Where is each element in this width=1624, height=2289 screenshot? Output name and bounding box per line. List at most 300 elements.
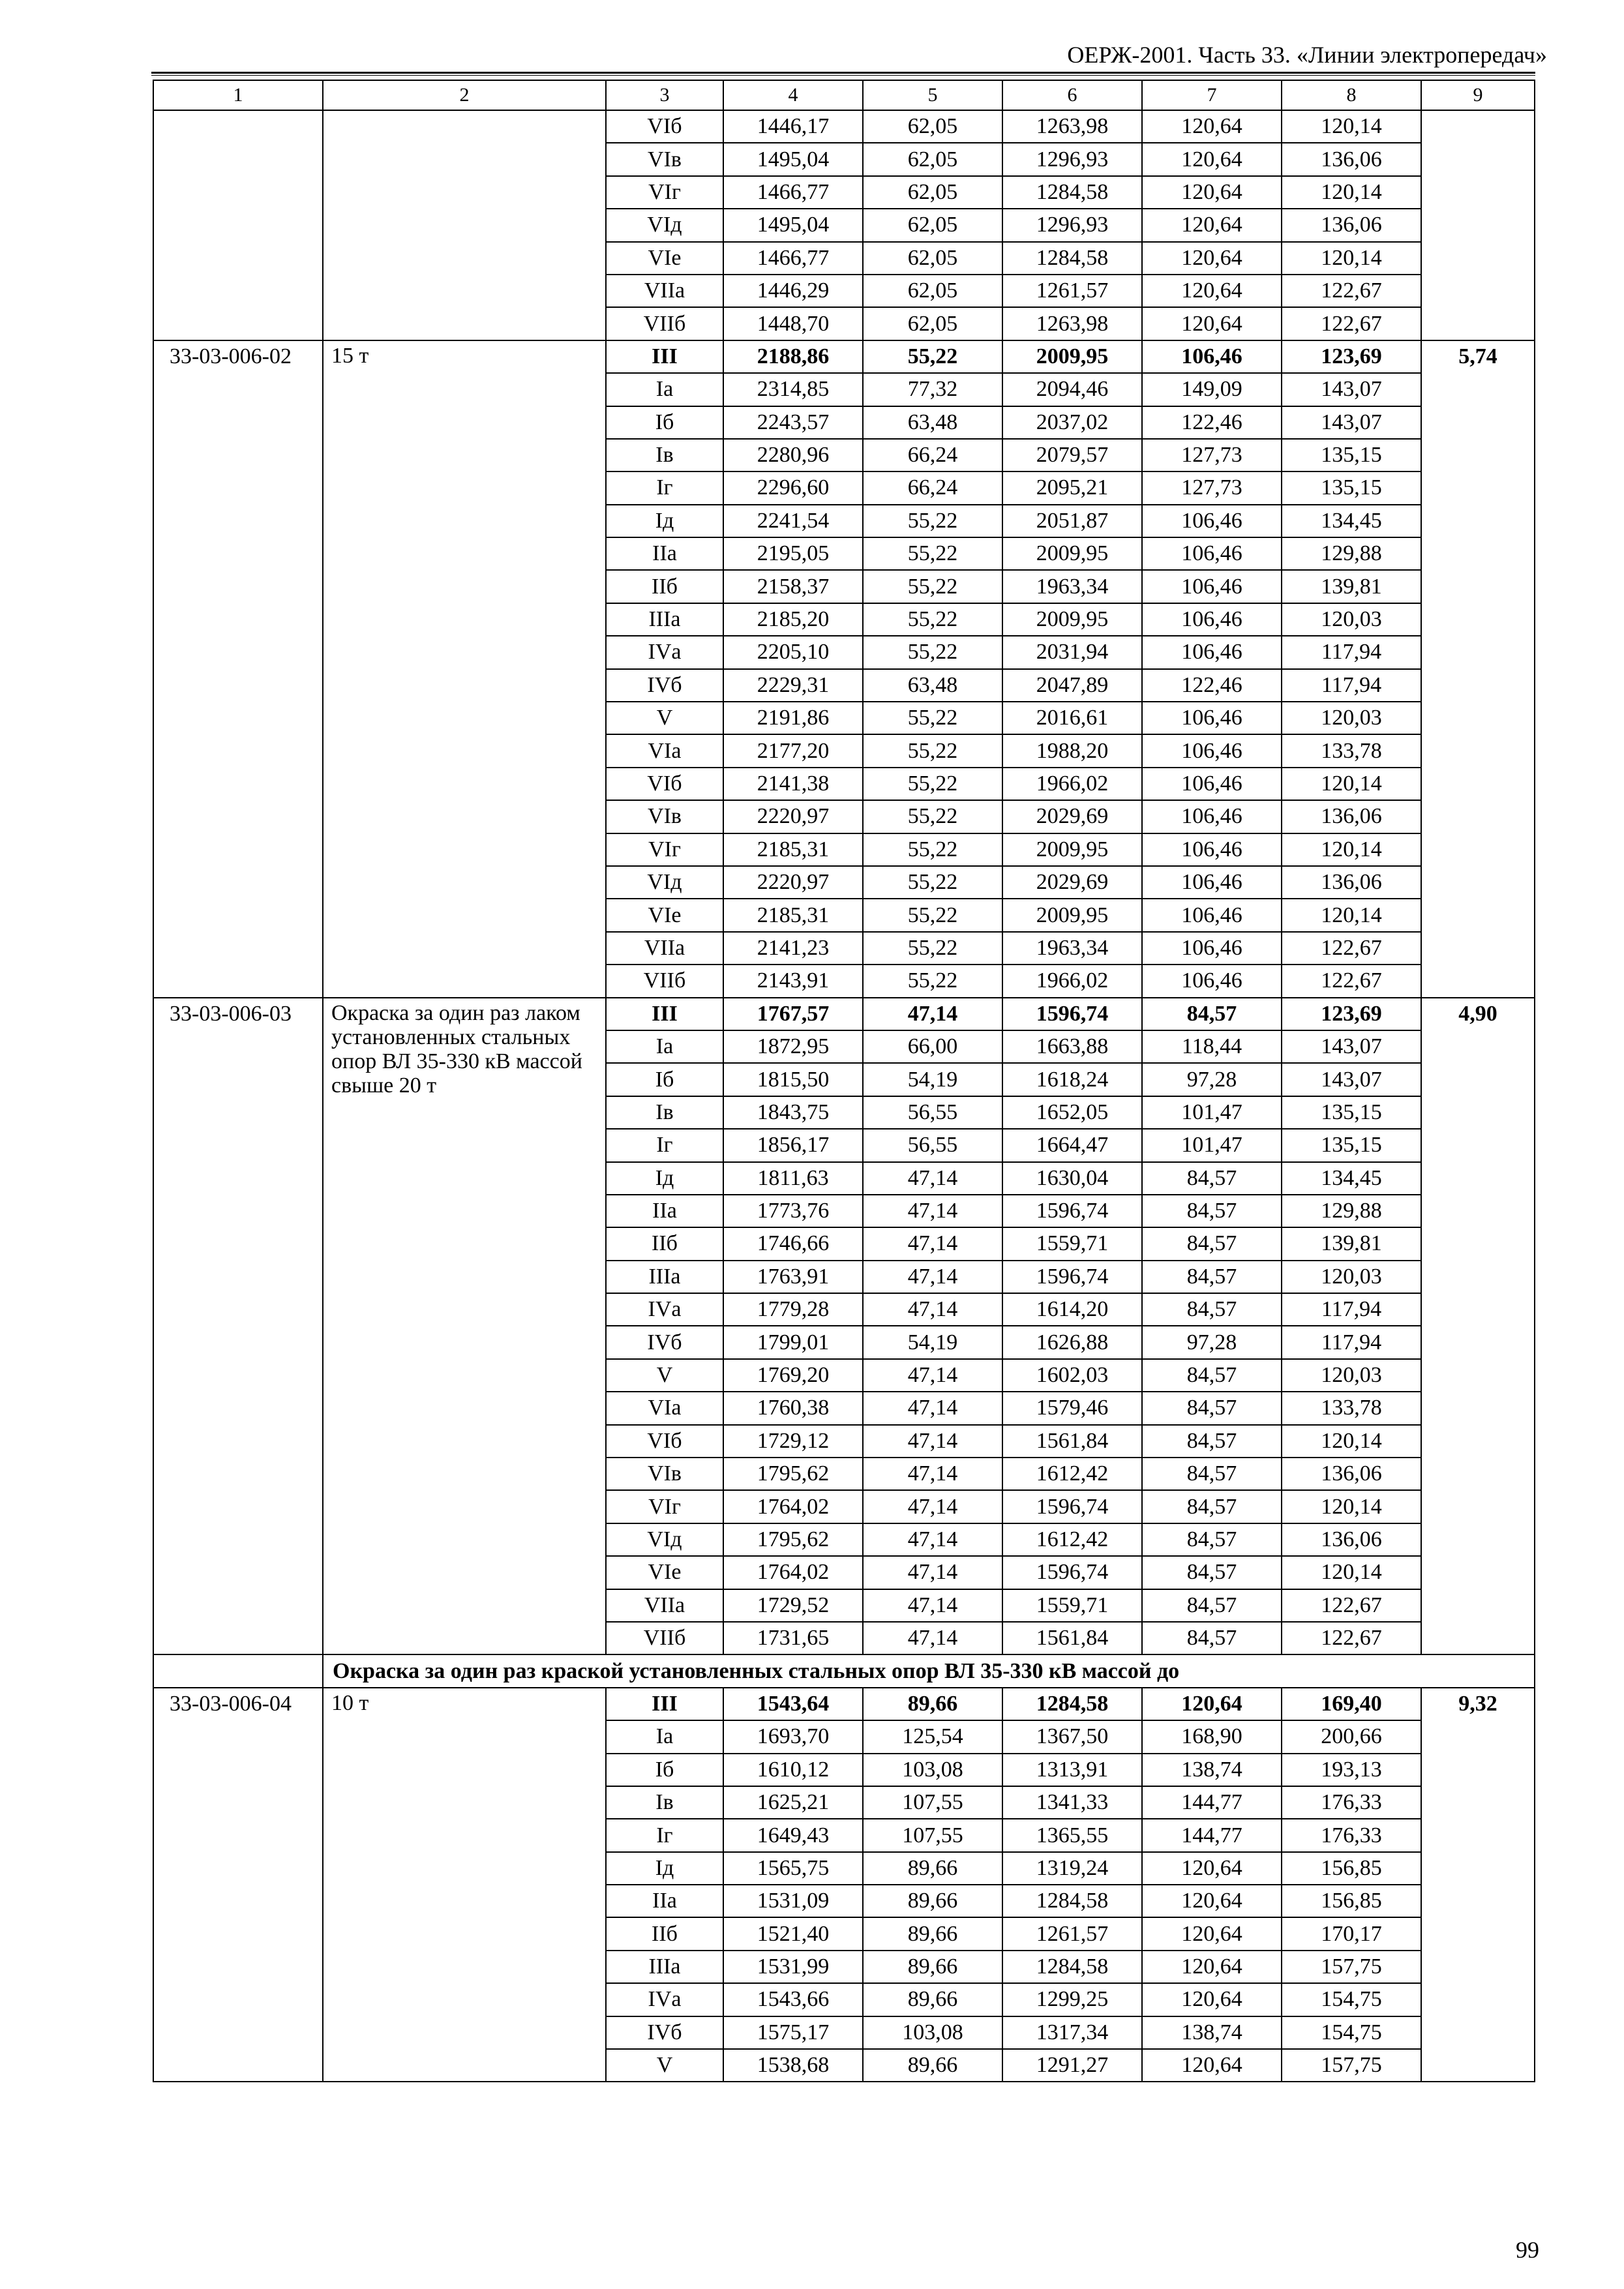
wages: 63,48 (863, 669, 1002, 702)
zone-code: V (606, 702, 723, 734)
direct-costs: 1856,17 (723, 1129, 863, 1161)
direct-costs: 1531,99 (723, 1951, 863, 1983)
zone-code: III (606, 998, 723, 1030)
column-number: 7 (1142, 80, 1282, 110)
materials: 157,75 (1282, 1951, 1421, 1983)
materials: 122,67 (1282, 965, 1421, 997)
wages: 107,55 (863, 1786, 1002, 1819)
column-number: 5 (863, 80, 1002, 110)
zone-code: IIIа (606, 1261, 723, 1293)
wages: 47,14 (863, 1195, 1002, 1227)
materials: 122,67 (1282, 932, 1421, 965)
materials: 122,67 (1282, 275, 1421, 307)
machine-costs: 1966,02 (1002, 768, 1142, 800)
machine-costs: 1602,03 (1002, 1359, 1142, 1392)
zone-code: IVа (606, 636, 723, 668)
machinist-wages: 106,46 (1142, 899, 1282, 931)
wages: 55,22 (863, 899, 1002, 931)
direct-costs: 2205,10 (723, 636, 863, 668)
wages: 56,55 (863, 1129, 1002, 1161)
wages: 103,08 (863, 1754, 1002, 1786)
column-number: 3 (606, 80, 723, 110)
wages: 55,22 (863, 636, 1002, 668)
table-row (153, 340, 1535, 373)
zone-code: IIа (606, 1195, 723, 1227)
zone-code: VIIа (606, 1589, 723, 1622)
zone-code: Iд (606, 505, 723, 537)
labor-cost: 9,32 (1421, 1688, 1535, 2082)
machine-costs: 1367,50 (1002, 1720, 1142, 1753)
wages: 47,14 (863, 1523, 1002, 1556)
wages: 55,22 (863, 734, 1002, 767)
machine-costs: 1612,42 (1002, 1458, 1142, 1490)
machine-costs: 1988,20 (1002, 734, 1142, 767)
machine-costs: 1614,20 (1002, 1293, 1142, 1326)
rate-name (323, 110, 606, 340)
direct-costs: 2220,97 (723, 800, 863, 833)
wages: 62,05 (863, 275, 1002, 307)
direct-costs: 2280,96 (723, 439, 863, 471)
machinist-wages: 144,77 (1142, 1819, 1282, 1851)
direct-costs: 2243,57 (723, 406, 863, 439)
machine-costs: 1966,02 (1002, 965, 1142, 997)
machine-costs: 1284,58 (1002, 1885, 1142, 1917)
direct-costs: 1446,29 (723, 275, 863, 307)
direct-costs: 1746,66 (723, 1227, 863, 1260)
machinist-wages: 97,28 (1142, 1063, 1282, 1096)
zone-code: Iб (606, 406, 723, 439)
direct-costs: 1872,95 (723, 1030, 863, 1063)
machinist-wages: 106,46 (1142, 603, 1282, 636)
direct-costs: 1779,28 (723, 1293, 863, 1326)
wages: 55,22 (863, 505, 1002, 537)
zone-code: IVб (606, 669, 723, 702)
materials: 120,14 (1282, 110, 1421, 143)
direct-costs: 1495,04 (723, 209, 863, 241)
table-body (153, 80, 1535, 2082)
wages: 55,22 (863, 800, 1002, 833)
labor-cost (1421, 110, 1535, 340)
materials: 123,69 (1282, 340, 1421, 373)
machine-costs: 1341,33 (1002, 1786, 1142, 1819)
machinist-wages: 120,64 (1142, 1983, 1282, 2016)
machine-costs: 2009,95 (1002, 833, 1142, 866)
materials: 157,75 (1282, 2049, 1421, 2082)
zone-code: VIIа (606, 932, 723, 965)
machinist-wages: 106,46 (1142, 734, 1282, 767)
direct-costs: 1693,70 (723, 1720, 863, 1753)
direct-costs: 1811,63 (723, 1162, 863, 1195)
materials: 200,66 (1282, 1720, 1421, 1753)
materials: 136,06 (1282, 866, 1421, 899)
machine-costs: 2009,95 (1002, 603, 1142, 636)
machine-costs: 1313,91 (1002, 1754, 1142, 1786)
machine-costs: 1284,58 (1002, 1951, 1142, 1983)
direct-costs: 1543,66 (723, 1983, 863, 2016)
zone-code: VIа (606, 1392, 723, 1424)
zone-code: VIв (606, 143, 723, 175)
materials: 135,15 (1282, 1129, 1421, 1161)
zone-code: VIа (606, 734, 723, 767)
direct-costs: 1795,62 (723, 1458, 863, 1490)
materials: 133,78 (1282, 1392, 1421, 1424)
zone-code: III (606, 1688, 723, 1720)
direct-costs: 1763,91 (723, 1261, 863, 1293)
wages: 47,14 (863, 1162, 1002, 1195)
machinist-wages: 84,57 (1142, 1589, 1282, 1622)
machinist-wages: 101,47 (1142, 1096, 1282, 1129)
direct-costs: 2314,85 (723, 373, 863, 406)
materials: 135,15 (1282, 471, 1421, 504)
machine-costs: 1596,74 (1002, 998, 1142, 1030)
zone-code: VIг (606, 1490, 723, 1523)
column-number: 8 (1282, 80, 1421, 110)
column-number: 2 (323, 80, 606, 110)
machinist-wages: 106,46 (1142, 768, 1282, 800)
zone-code: Iд (606, 1852, 723, 1885)
direct-costs: 1729,12 (723, 1425, 863, 1458)
direct-costs: 1543,64 (723, 1688, 863, 1720)
materials: 120,14 (1282, 242, 1421, 275)
machine-costs: 1284,58 (1002, 176, 1142, 209)
direct-costs: 1466,77 (723, 242, 863, 275)
machine-costs: 1263,98 (1002, 110, 1142, 143)
direct-costs: 2143,91 (723, 965, 863, 997)
section-blank-cell (153, 1654, 323, 1687)
direct-costs: 2195,05 (723, 537, 863, 570)
materials: 139,81 (1282, 1227, 1421, 1260)
direct-costs: 1815,50 (723, 1063, 863, 1096)
machinist-wages: 106,46 (1142, 833, 1282, 866)
machine-costs: 1612,42 (1002, 1523, 1142, 1556)
direct-costs: 1538,68 (723, 2049, 863, 2082)
table-row (153, 998, 1535, 1030)
wages: 66,24 (863, 439, 1002, 471)
machine-costs: 2051,87 (1002, 505, 1142, 537)
machinist-wages: 84,57 (1142, 1227, 1282, 1260)
direct-costs: 1764,02 (723, 1490, 863, 1523)
direct-costs: 1625,21 (723, 1786, 863, 1819)
machinist-wages: 97,28 (1142, 1326, 1282, 1358)
machinist-wages: 127,73 (1142, 439, 1282, 471)
materials: 117,94 (1282, 669, 1421, 702)
wages: 63,48 (863, 406, 1002, 439)
machine-costs: 1284,58 (1002, 242, 1142, 275)
machine-costs: 1618,24 (1002, 1063, 1142, 1096)
wages: 47,14 (863, 1458, 1002, 1490)
materials: 176,33 (1282, 1819, 1421, 1851)
wages: 56,55 (863, 1096, 1002, 1129)
materials: 143,07 (1282, 406, 1421, 439)
machinist-wages: 84,57 (1142, 1523, 1282, 1556)
direct-costs: 1575,17 (723, 2016, 863, 2049)
wages: 47,14 (863, 1622, 1002, 1654)
wages: 47,14 (863, 998, 1002, 1030)
zone-code: Iд (606, 1162, 723, 1195)
labor-cost: 4,90 (1421, 998, 1535, 1655)
zone-code: VIб (606, 110, 723, 143)
materials: 176,33 (1282, 1786, 1421, 1819)
machinist-wages: 106,46 (1142, 570, 1282, 603)
machine-costs: 2016,61 (1002, 702, 1142, 734)
wages: 62,05 (863, 176, 1002, 209)
machine-costs: 1663,88 (1002, 1030, 1142, 1063)
machinist-wages: 120,64 (1142, 307, 1282, 340)
zone-code: IIа (606, 1885, 723, 1917)
running-header: ОЕРЖ-2001. Часть 33. «Линии электропередач» (1067, 42, 1547, 68)
zone-code: Iб (606, 1754, 723, 1786)
materials: 120,03 (1282, 702, 1421, 734)
machinist-wages: 84,57 (1142, 1425, 1282, 1458)
zone-code: VIе (606, 899, 723, 931)
machine-costs: 1319,24 (1002, 1852, 1142, 1885)
zone-code: VIб (606, 1425, 723, 1458)
rate-code: 33-03-006-03 (153, 998, 323, 1655)
wages: 55,22 (863, 768, 1002, 800)
wages: 62,05 (863, 307, 1002, 340)
labor-cost: 5,74 (1421, 340, 1535, 998)
direct-costs: 1495,04 (723, 143, 863, 175)
materials: 156,85 (1282, 1885, 1421, 1917)
wages: 47,14 (863, 1392, 1002, 1424)
wages: 89,66 (863, 1951, 1002, 1983)
machine-costs: 1596,74 (1002, 1556, 1142, 1589)
machine-costs: 1596,74 (1002, 1261, 1142, 1293)
machinist-wages: 106,46 (1142, 636, 1282, 668)
column-number-row (153, 80, 1535, 110)
direct-costs: 1729,52 (723, 1589, 863, 1622)
direct-costs: 1843,75 (723, 1096, 863, 1129)
machine-costs: 1296,93 (1002, 209, 1142, 241)
machinist-wages: 149,09 (1142, 373, 1282, 406)
zone-code: VIIб (606, 307, 723, 340)
zone-code: IIб (606, 1917, 723, 1950)
wages: 89,66 (863, 1917, 1002, 1950)
wages: 54,19 (863, 1326, 1002, 1358)
machinist-wages: 84,57 (1142, 1622, 1282, 1654)
rate-code: 33-03-006-02 (153, 340, 323, 998)
rate-code (153, 110, 323, 340)
materials: 120,14 (1282, 899, 1421, 931)
wages: 55,22 (863, 833, 1002, 866)
machine-costs: 2009,95 (1002, 340, 1142, 373)
materials: 120,14 (1282, 1425, 1421, 1458)
direct-costs: 2158,37 (723, 570, 863, 603)
machine-costs: 1291,27 (1002, 2049, 1142, 2082)
rate-name: 10 т (323, 1688, 606, 2082)
direct-costs: 2185,20 (723, 603, 863, 636)
materials: 117,94 (1282, 636, 1421, 668)
machinist-wages: 138,74 (1142, 1754, 1282, 1786)
machinist-wages: 84,57 (1142, 1556, 1282, 1589)
wages: 103,08 (863, 2016, 1002, 2049)
machinist-wages: 120,64 (1142, 275, 1282, 307)
wages: 47,14 (863, 1261, 1002, 1293)
zone-code: IVа (606, 1293, 723, 1326)
materials: 136,06 (1282, 1458, 1421, 1490)
zone-code: VIIб (606, 965, 723, 997)
direct-costs: 2141,38 (723, 768, 863, 800)
wages: 55,22 (863, 702, 1002, 734)
machinist-wages: 106,46 (1142, 505, 1282, 537)
machinist-wages: 122,46 (1142, 669, 1282, 702)
direct-costs: 2229,31 (723, 669, 863, 702)
zone-code: VIг (606, 833, 723, 866)
materials: 143,07 (1282, 373, 1421, 406)
zone-code: IIб (606, 570, 723, 603)
machinist-wages: 118,44 (1142, 1030, 1282, 1063)
direct-costs: 1799,01 (723, 1326, 863, 1358)
materials: 135,15 (1282, 1096, 1421, 1129)
materials: 136,06 (1282, 1523, 1421, 1556)
machinist-wages: 106,46 (1142, 537, 1282, 570)
machinist-wages: 120,64 (1142, 1852, 1282, 1885)
materials: 123,69 (1282, 998, 1421, 1030)
machine-costs: 2094,46 (1002, 373, 1142, 406)
zone-code: VIг (606, 176, 723, 209)
wages: 55,22 (863, 570, 1002, 603)
direct-costs: 1565,75 (723, 1852, 863, 1885)
rate-name: Окраска за один раз лаком установленных стальных опор ВЛ 35-330 кВ массой свыше 20 т (323, 998, 606, 1655)
wages: 89,66 (863, 1983, 1002, 2016)
machinist-wages: 106,46 (1142, 866, 1282, 899)
machinist-wages: 84,57 (1142, 1293, 1282, 1326)
machine-costs: 1652,05 (1002, 1096, 1142, 1129)
wages: 89,66 (863, 1885, 1002, 1917)
machinist-wages: 120,64 (1142, 2049, 1282, 2082)
zone-code: Iг (606, 471, 723, 504)
direct-costs: 2185,31 (723, 833, 863, 866)
machinist-wages: 120,64 (1142, 110, 1282, 143)
direct-costs: 1446,17 (723, 110, 863, 143)
machine-costs: 1963,34 (1002, 570, 1142, 603)
machine-costs: 1261,57 (1002, 275, 1142, 307)
materials: 136,06 (1282, 800, 1421, 833)
machine-costs: 1596,74 (1002, 1490, 1142, 1523)
machinist-wages: 84,57 (1142, 1490, 1282, 1523)
direct-costs: 1531,09 (723, 1885, 863, 1917)
wages: 125,54 (863, 1720, 1002, 1753)
direct-costs: 1760,38 (723, 1392, 863, 1424)
wages: 107,55 (863, 1819, 1002, 1851)
zone-code: Iв (606, 1786, 723, 1819)
machinist-wages: 106,46 (1142, 932, 1282, 965)
column-number: 4 (723, 80, 863, 110)
materials: 120,14 (1282, 1490, 1421, 1523)
direct-costs: 1610,12 (723, 1754, 863, 1786)
materials: 120,03 (1282, 1359, 1421, 1392)
direct-costs: 2296,60 (723, 471, 863, 504)
machine-costs: 1559,71 (1002, 1227, 1142, 1260)
zone-code: Iа (606, 373, 723, 406)
machinist-wages: 120,64 (1142, 1885, 1282, 1917)
page-number: 99 (1516, 2237, 1539, 2263)
machinist-wages: 144,77 (1142, 1786, 1282, 1819)
machine-costs: 1630,04 (1002, 1162, 1142, 1195)
machinist-wages: 120,64 (1142, 176, 1282, 209)
direct-costs: 1521,40 (723, 1917, 863, 1950)
header-rule-thin (151, 75, 1535, 76)
materials: 117,94 (1282, 1326, 1421, 1358)
machine-costs: 1263,98 (1002, 307, 1142, 340)
wages: 55,22 (863, 866, 1002, 899)
materials: 169,40 (1282, 1688, 1421, 1720)
materials: 143,07 (1282, 1063, 1421, 1096)
wages: 55,22 (863, 340, 1002, 373)
machine-costs: 2009,95 (1002, 899, 1142, 931)
section-heading: Окраска за один раз краской установленных стальных опор ВЛ 35-330 кВ массой до (323, 1654, 1535, 1687)
machinist-wages: 120,64 (1142, 209, 1282, 241)
machine-costs: 2079,57 (1002, 439, 1142, 471)
materials: 154,75 (1282, 2016, 1421, 2049)
direct-costs: 1466,77 (723, 176, 863, 209)
machine-costs: 2029,69 (1002, 800, 1142, 833)
materials: 122,67 (1282, 1589, 1421, 1622)
zone-code: IVа (606, 1983, 723, 2016)
zone-code: Iг (606, 1819, 723, 1851)
zone-code: IVб (606, 2016, 723, 2049)
machinist-wages: 84,57 (1142, 1162, 1282, 1195)
machine-costs: 1561,84 (1002, 1425, 1142, 1458)
machinist-wages: 106,46 (1142, 340, 1282, 373)
materials: 120,14 (1282, 833, 1421, 866)
wages: 47,14 (863, 1589, 1002, 1622)
materials: 134,45 (1282, 505, 1421, 537)
machine-costs: 1579,46 (1002, 1392, 1142, 1424)
materials: 122,67 (1282, 1622, 1421, 1654)
materials: 170,17 (1282, 1917, 1421, 1950)
wages: 62,05 (863, 110, 1002, 143)
wages: 47,14 (863, 1227, 1002, 1260)
machine-costs: 2031,94 (1002, 636, 1142, 668)
materials: 156,85 (1282, 1852, 1421, 1885)
wages: 89,66 (863, 1688, 1002, 1720)
machinist-wages: 120,64 (1142, 143, 1282, 175)
section-row (153, 1654, 1535, 1687)
materials: 129,88 (1282, 1195, 1421, 1227)
wages: 47,14 (863, 1556, 1002, 1589)
zone-code: IIIа (606, 1951, 723, 1983)
machinist-wages: 84,57 (1142, 1261, 1282, 1293)
direct-costs: 2191,86 (723, 702, 863, 734)
wages: 89,66 (863, 1852, 1002, 1885)
zone-code: V (606, 2049, 723, 2082)
zone-code: IIIа (606, 603, 723, 636)
machine-costs: 1365,55 (1002, 1819, 1142, 1851)
machine-costs: 1317,34 (1002, 2016, 1142, 2049)
zone-code: VIе (606, 1556, 723, 1589)
materials: 120,14 (1282, 176, 1421, 209)
zone-code: VIе (606, 242, 723, 275)
zone-code: VIд (606, 1523, 723, 1556)
wages: 47,14 (863, 1293, 1002, 1326)
wages: 77,32 (863, 373, 1002, 406)
machinist-wages: 120,64 (1142, 1951, 1282, 1983)
machinist-wages: 120,64 (1142, 1917, 1282, 1950)
machine-costs: 1963,34 (1002, 932, 1142, 965)
zone-code: VIд (606, 866, 723, 899)
direct-costs: 1795,62 (723, 1523, 863, 1556)
machinist-wages: 106,46 (1142, 800, 1282, 833)
machinist-wages: 84,57 (1142, 1195, 1282, 1227)
direct-costs: 2141,23 (723, 932, 863, 965)
machinist-wages: 122,46 (1142, 406, 1282, 439)
direct-costs: 2185,31 (723, 899, 863, 931)
machinist-wages: 127,73 (1142, 471, 1282, 504)
column-number: 6 (1002, 80, 1142, 110)
direct-costs: 2177,20 (723, 734, 863, 767)
machine-costs: 2009,95 (1002, 537, 1142, 570)
